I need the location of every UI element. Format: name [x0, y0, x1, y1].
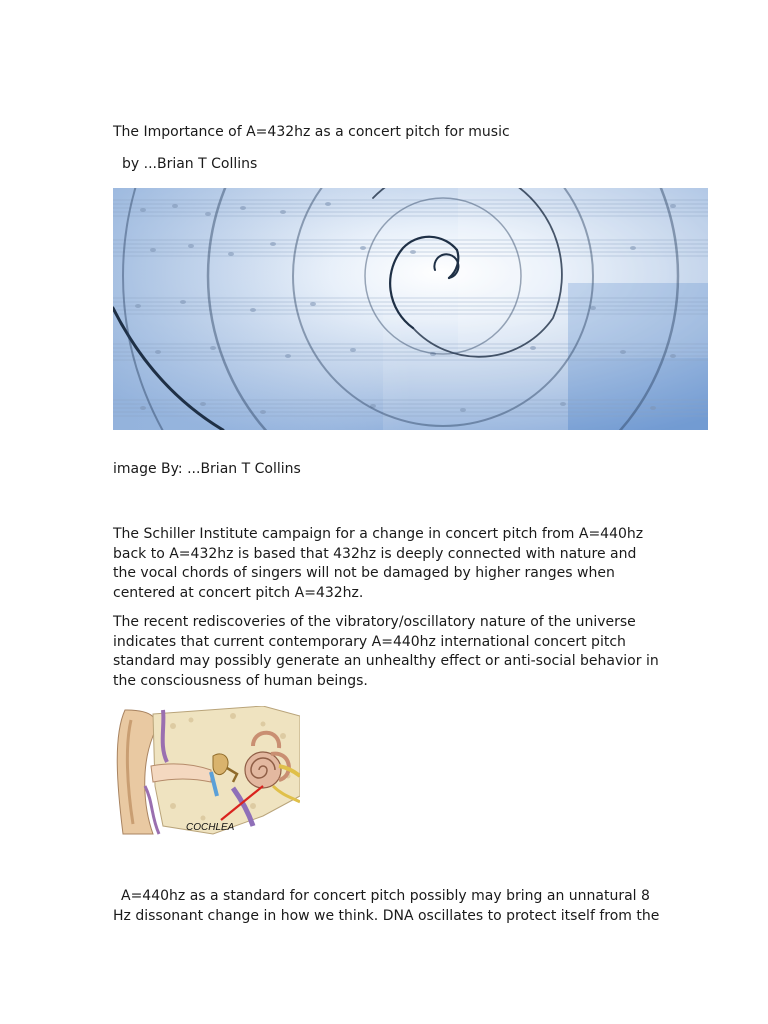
ear-anatomy-image: [113, 706, 300, 842]
document-title: The Importance of A=432hz as a concert pitch for music: [113, 124, 510, 140]
paragraph-2-line: The recent rediscoveries of the vibratory/oscillatory nature of the universe: [113, 614, 636, 630]
paragraph-2-line: indicates that current contemporary A=440hz international concert pitch: [113, 633, 626, 650]
paragraph-3-line: A=440hz as a standard for concert pitch possibly may bring an unnatural 8: [121, 888, 650, 904]
paragraph-2: [113, 613, 673, 691]
cochlea-label: COCHLEA: [186, 822, 235, 833]
paragraph-1: [113, 525, 673, 603]
paragraph-2-line: standard may possibly generate an unhealthy effect or anti-social behavior in: [113, 653, 659, 669]
document-byline: by ...Brian T Collins: [122, 156, 258, 172]
paragraph-3: [113, 887, 673, 926]
paragraph-1-line: The Schiller Institute campaign for a change in concert pitch from A=440hz: [113, 526, 644, 542]
music-spiral-image: [113, 188, 708, 430]
paragraph-1-line: the vocal chords of singers will not be damaged by higher ranges when: [113, 565, 615, 581]
paragraph-1-line: back to A=432hz is based that 432hz is deeply connected with nature and: [113, 545, 637, 562]
paragraph-2-line: the consciousness of human beings.: [113, 672, 368, 689]
image-caption: image By: ...Brian T Collins: [113, 461, 301, 477]
paragraph-1-line: centered at concert pitch A=432hz.: [113, 584, 364, 601]
paragraph-3-line: Hz dissonant change in how we think. DNA oscillates to protect itself from the: [113, 907, 660, 924]
